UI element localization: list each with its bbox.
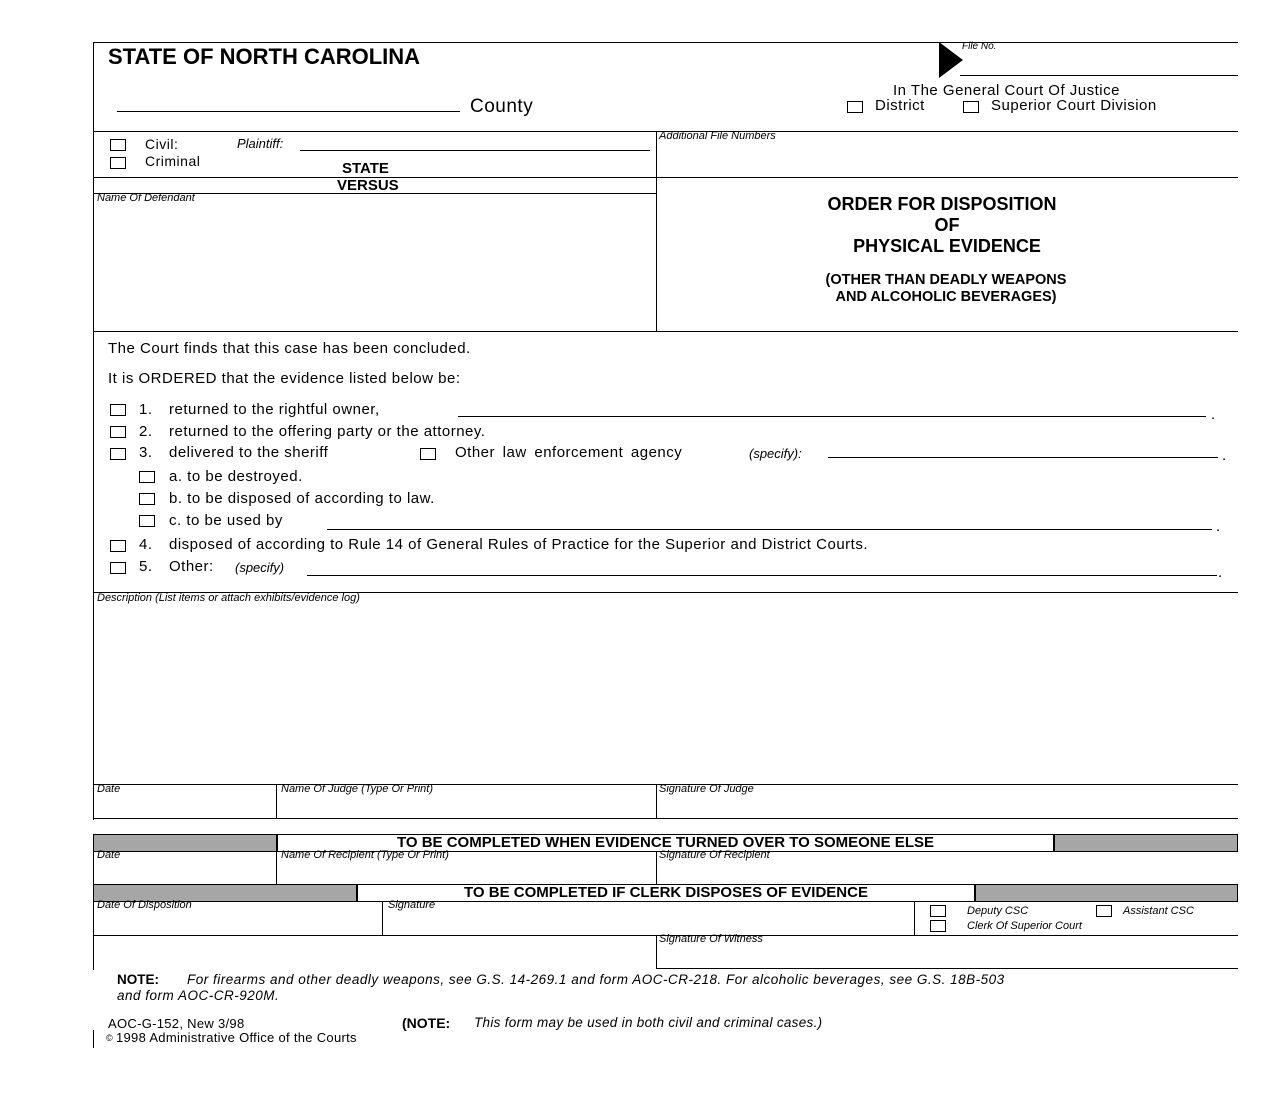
criminal-label: Criminal — [145, 153, 201, 169]
finding-ordered: It is ORDERED that the evidence listed below be: — [108, 370, 461, 387]
note-label: NOTE: — [117, 972, 159, 987]
judge-divider-2 — [656, 784, 657, 818]
left-border-bottom — [93, 835, 94, 970]
clerk-divider-2 — [914, 902, 915, 935]
state-label: STATE — [342, 160, 389, 177]
versus-label: VERSUS — [337, 177, 399, 194]
title-line3: PHYSICAL EVIDENCE — [853, 236, 1041, 256]
option5-line[interactable] — [307, 575, 1217, 576]
option1-checkbox[interactable] — [110, 404, 126, 416]
recipient-sig-label: Signature Of Recipient — [659, 849, 770, 861]
clerk-divider-1 — [382, 902, 383, 935]
option3-label: delivered to the sheriff — [169, 444, 329, 461]
county-line — [117, 111, 460, 112]
recipient-gray-left — [93, 834, 277, 852]
recipient-name-label: Name Of Recipient (Type Or Print) — [281, 849, 449, 861]
option2-label: returned to the offering party or the attorney. — [169, 423, 486, 440]
option4-label: disposed of according to Rule 14 of General Rules of Practice for the Superior and District Courts. — [169, 536, 868, 553]
file-no-line[interactable] — [960, 75, 1238, 76]
note2-text: This form may be used in both civil and criminal cases.) — [474, 1015, 823, 1030]
clerk-sc-checkbox[interactable] — [930, 920, 946, 932]
deputy-csc-checkbox[interactable] — [930, 905, 946, 917]
option2-checkbox[interactable] — [110, 426, 126, 438]
option3c-label: c. to be used by — [169, 512, 283, 529]
recipient-divider-1 — [276, 852, 277, 884]
option3-checkbox[interactable] — [110, 448, 126, 460]
title-line1: ORDER FOR DISPOSITION — [827, 194, 1057, 214]
finding-concluded: The Court finds that this case has been concluded. — [108, 340, 471, 357]
clerk-sig-label: Signature — [388, 899, 436, 911]
option5-period: . — [1218, 564, 1223, 581]
witness-divider — [656, 935, 657, 968]
option2-number: 2. — [139, 423, 153, 440]
additional-files-line — [656, 177, 1238, 178]
district-label: District — [875, 97, 925, 114]
recipient-date-label: Date — [97, 849, 121, 861]
other-agency-label: Other law enforcement agency — [455, 444, 683, 461]
title-sub2: AND ALCOHOLIC BEVERAGES) — [835, 289, 1057, 305]
superior-checkbox[interactable] — [963, 101, 979, 113]
judge-name-label: Name Of Judge (Type Or Print) — [281, 783, 434, 795]
option3b-checkbox[interactable] — [139, 493, 155, 505]
judge-date-label: Date — [97, 783, 121, 795]
state-title: STATE OF NORTH CAROLINA — [108, 44, 421, 69]
defendant-label: Name Of Defendant — [97, 192, 195, 204]
note-text2: and form AOC-CR-920M. — [117, 988, 280, 1003]
plaintiff-label: Plaintiff: — [237, 136, 284, 151]
note-text1: For firearms and other deadly weapons, see G.S. 14-269.1 and form AOC-CR-218. For alcoholic beverages, see G.S. 18B-503 — [187, 972, 1005, 987]
option5-number: 5. — [139, 558, 153, 575]
description-area[interactable] — [95, 608, 1235, 783]
assistant-csc-checkbox[interactable] — [1096, 905, 1112, 917]
option4-checkbox[interactable] — [110, 540, 126, 552]
title-line2: OF — [934, 215, 960, 235]
option3c-checkbox[interactable] — [139, 515, 155, 527]
copyright-text: 1998 Administrative Office of the Courts — [116, 1030, 357, 1045]
note2-label: (NOTE: — [402, 1015, 451, 1031]
option3-period: . — [1222, 447, 1227, 464]
left-border-mid — [93, 332, 94, 820]
option1-period: . — [1211, 406, 1216, 423]
deputy-csc-label: Deputy CSC — [967, 905, 1029, 917]
option1-number: 1. — [139, 401, 153, 418]
option3a-label: a. to be destroyed. — [169, 468, 303, 485]
row-line-2 — [93, 331, 1238, 332]
county-label: County — [470, 96, 534, 117]
civil-checkbox[interactable] — [110, 139, 126, 151]
additional-files-label: Additional File Numbers — [659, 130, 776, 142]
other-agency-specify: (specify): — [749, 446, 802, 461]
top-border — [93, 42, 940, 43]
form-number: AOC-G-152, New 3/98 — [108, 1016, 245, 1031]
recipient-divider-2 — [656, 852, 657, 884]
plaintiff-line[interactable] — [300, 150, 650, 151]
clerk-banner: TO BE COMPLETED IF CLERK DISPOSES OF EVIDENCE — [357, 884, 975, 902]
option5-checkbox[interactable] — [110, 562, 126, 574]
copyright-icon: © — [106, 1033, 113, 1043]
left-border-foot — [93, 1030, 94, 1048]
judge-divider-1 — [276, 784, 277, 818]
criminal-checkbox[interactable] — [110, 157, 126, 169]
clerk-date-label: Date Of Disposition — [97, 899, 192, 911]
file-no-label: File No. — [962, 41, 997, 52]
judge-sig-label: Signature Of Judge — [659, 783, 754, 795]
left-border-top — [93, 42, 94, 332]
civil-label: Civil: — [145, 136, 179, 152]
other-agency-checkbox[interactable] — [420, 448, 436, 460]
clerk-gray-right — [975, 884, 1238, 902]
other-agency-line[interactable] — [828, 457, 1218, 458]
assistant-csc-label: Assistant CSC — [1123, 905, 1194, 917]
row-line-5 — [93, 818, 1238, 819]
option3b-label: b. to be disposed of according to law. — [169, 490, 435, 507]
clerk-sc-label: Clerk Of Superior Court — [967, 920, 1082, 932]
option3c-line[interactable] — [327, 529, 1212, 530]
file-top-line — [940, 42, 1238, 43]
option1-line[interactable] — [458, 416, 1206, 417]
witness-label: Signature Of Witness — [659, 933, 763, 945]
option3-number: 3. — [139, 444, 153, 461]
option1-label: returned to the rightful owner, — [169, 401, 380, 418]
district-checkbox[interactable] — [847, 101, 863, 113]
option3a-checkbox[interactable] — [139, 471, 155, 483]
option3c-period: . — [1216, 518, 1221, 535]
superior-label: Superior Court Division — [991, 97, 1157, 114]
option4-number: 4. — [139, 536, 153, 553]
witness-line — [656, 968, 1238, 969]
file-arrow-icon — [939, 42, 963, 78]
description-label: Description (List items or attach exhibits/evidence log) — [97, 592, 360, 604]
title-sub1: (OTHER THAN DEADLY WEAPONS — [825, 272, 1067, 288]
court-title: In The General Court Of Justice — [893, 82, 1120, 99]
option5-specify: (specify) — [235, 560, 285, 575]
recipient-gray-right — [1054, 834, 1238, 852]
option5-label: Other: — [169, 558, 214, 575]
recipient-banner: TO BE COMPLETED WHEN EVIDENCE TURNED OVER TO SOMEONE ELSE — [277, 834, 1054, 852]
